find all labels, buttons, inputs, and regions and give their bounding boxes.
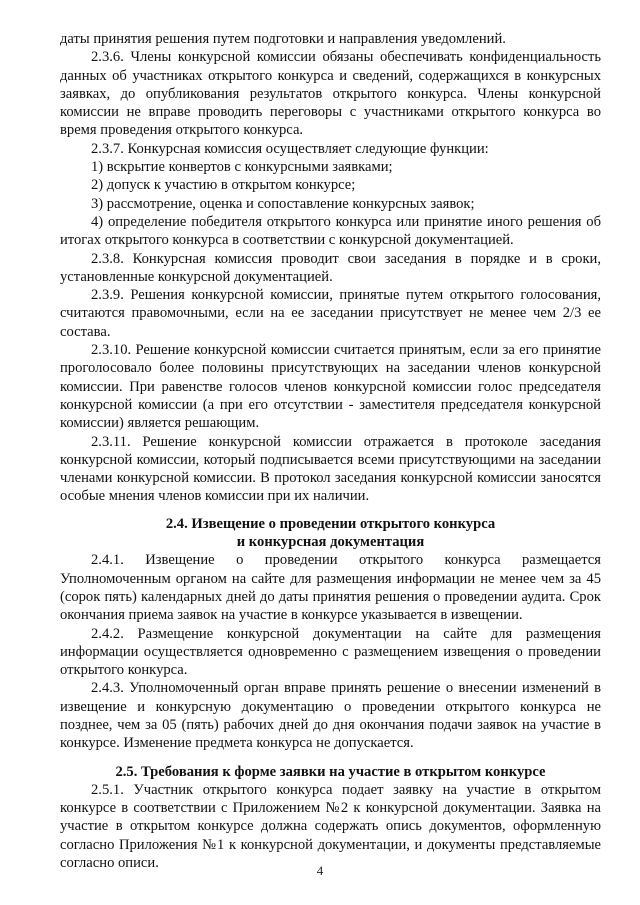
list-item-4: 4) определение победителя открытого конкурса или принятие иного решения об итогах открытого конкурса в соответствии с конкурсной документацией. [60,213,601,249]
section-heading-2-5: 2.5. Требования к форме заявки на участие в открытом конкурсе [115,763,546,780]
paragraph-2-4-3: 2.4.3. Уполномоченный орган вправе принять решение о внесении изменений в извещение и конкурсную документацию о проведении открытого конкурса не позднее, чем за 05 (пять) рабочих дней до дня окончания подачи заявок на участие в конкурсе. Изменение предмета конкурса не допускается. [60,680,601,752]
page-number: 4 [316,863,324,878]
section-gap [60,506,601,515]
list-item-1: 1) вскрытие конвертов с конкурсными заявками; [91,159,393,176]
paragraph-continuation: даты принятия решения путем подготовки и направления уведомлений. [60,31,506,47]
section-heading-2-4-line1: 2.4. Извещение о проведении открытого конкурса [165,515,496,532]
section-gap [60,753,601,763]
paragraph-2-3-8: 2.3.8. Конкурсная комиссия проводит свои заседания в порядке и в сроки, установленные конкурсной документацией. [60,250,601,285]
paragraph-2-3-7: 2.3.7. Конкурсная комиссия осуществляет следующие функции: [91,140,489,157]
section-heading-2-4-line2: и конкурсная документация [236,534,425,551]
paragraph-2-3-6: 2.3.6. Члены конкурсной комиссии обязаны обеспечивать конфиденциальность данных об участниках открытого конкурса и сведений, содержащихся в конкурсных заявках, до опубликования результатов открытого конкурса. Члены конкурсной комиссии не вправе проводить переговоры с участниками открытого конкурса во время проведения открытого конкурса. [60,49,601,139]
paragraph-2-3-9: 2.3.9. Решения конкурсной комиссии, принятые путем открытого голосования, считаются правомочными, если на ее заседании присутствует не менее чем 2/3 ее состава. [60,287,601,340]
paragraph-2-3-11: 2.3.11. Решение конкурсной комиссии отражается в протоколе заседания конкурсной комиссии, который подписывается всеми присутствующими на заседании членами конкурсной комиссии. В протокол заседания конкурсной комиссии заносятся особые мнения членов комиссии при их наличии. [60,433,601,505]
document-page [60,30,601,872]
list-item-3: 3) рассмотрение, оценка и сопоставление конкурсных заявок; [91,195,475,212]
paragraph-2-3-10: 2.3.10. Решение конкурсной комиссии считается принятым, если за его принятие проголосовало более половины присутствующих на заседании членов конкурсной комиссии. При равенстве голосов членов конкурсной комиссии голос председателя конкурсной комиссии (а при его отсутствии - заместителя председателя конкурсной комиссии) является решающим. [60,342,601,432]
paragraph-2-4-2: 2.4.2. Размещение конкурсной документации на сайте для размещения информации осуществляется одновременно с размещением извещения о проведении открытого конкурса. [60,625,601,679]
paragraph-2-5-1: 2.5.1. Участник открытого конкурса подает заявку на участие в открытом конкурсе в соответствии с Приложением №2 к конкурсной документации. Заявка на участие в открытом конкурсе должна содержать опись документов, оформленную согласно Приложения №1 к конкурсной документации, и документы представляемые согласно описи. [60,781,601,872]
list-item-2: 2) допуск к участию в открытом конкурсе; [91,177,356,194]
paragraph-2-4-1: 2.4.1. Извещение о проведении открытого конкурса размещается Уполномоченным органом на сайте для размещения информации не менее чем за 45 (сорок пять) календарных дней до даты принятия решения о проведении аудита. Срок окончания приема заявок на участие в конкурсе указывается в извещении. [60,552,601,624]
